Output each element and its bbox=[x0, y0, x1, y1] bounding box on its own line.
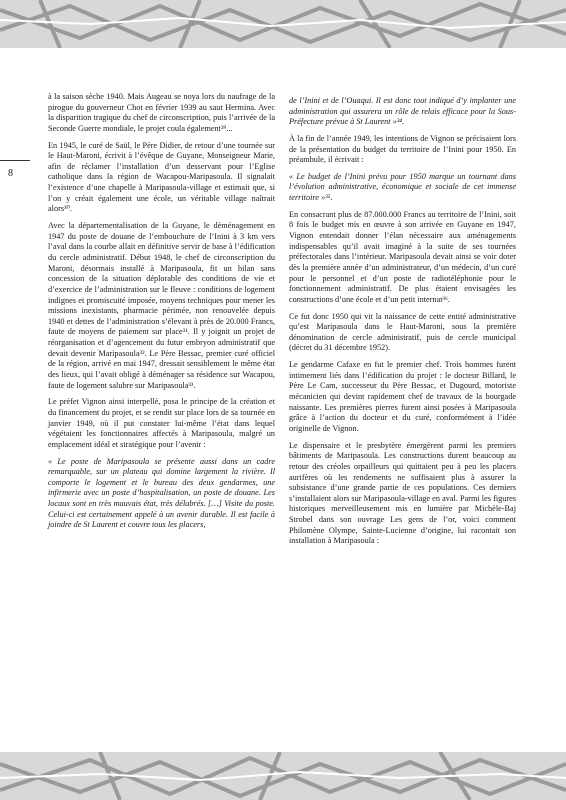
margin-rule bbox=[0, 160, 30, 161]
paragraph: Le gendarme Cafaxe en fut le premier chef. Trois hommes furent intimement liés dans l’édification du projet : le docteur Billard, le Père Le Cam, successeur du Père Bessac, et Dugourd, motoriste mécanicien qui devint rapidement chef de travaux de la bourgade naissante. Les premières pierres furent ainsi posées à Maripasoula grâce à l’action du docteur et du curé, conformément à l’idée originelle de Vignon. bbox=[289, 360, 516, 433]
block-quote: « Le poste de Maripasoula se présente aussi dans un cadre remarquable, sur un plateau qui domine largement la rivière. Il comporte le logement et le bureau des deux gendarmes, une infirmerie avec un poste d’hospitalisation, un poste de douane. Les locaux sont en très mauvais état, très délabrés. […] Visite du poste. Celui-ci est certainement appelé à un avenir durable. Il est facile à joindre de St Laurent et couvre tous les placers, bbox=[48, 456, 275, 530]
paragraph: Avec la départementalisation de la Guyane, le déménagement en 1947 du poste de douane de l’embouchure de l’Inini à 3 km vers l’aval dans la courbe allait en définitive servir de base à l’édification du cercle administratif. Début 1948, le chef de circonscription du Maroni, désormais installé à Maripasoula, fit un bilan sans concession de la situation déplorable des conditions de vie et d’exercice de l’administration sur le fleuve : conditions de logement indignes et promiscuité imposée, moyens techniques pour mener les missions inexistants, pharmacie périmée, non renouvelée depuis 1940 et dettes de l’administration s’élevant à près de 20.000 Francs, faute de moyens de paiement sur place³¹. Il y joignit un projet de réorganisation et d’agencement du futur embryon administratif que devait devenir Maripasoula³². Le Père Bessac, premier curé officiel de la région, arrivé en mai 1947, dressait sensiblement le même état des lieux, qui l’avait obligé à déménager sa résidence sur Wacapou, faute de logement salubre sur Maripasoula³³. bbox=[48, 221, 275, 390]
decorative-footer-band bbox=[0, 752, 566, 800]
paragraph: Le dispensaire et le presbytère émergèrent parmi les premiers bâtiments de Maripasoula. Les constructions durent beaucoup au retour des créoles orpailleurs qui quittaient peu à peu les placers aurifères où les rendements ne suffisaient plus à assurer la subsistance d’une grande partie de ces populations. Ces derniers s’installaient alors sur Maripasoula-village en aval. Parmi les figures historiques merveilleusement mis en lumière par Michèle-Baj Strobel dans son ouvrage Les gens de l’or, voici comment Philomène Olympe, Sainte-Lucienne d’origine, lui racontait son installation à Maripasoula : bbox=[289, 440, 516, 546]
block-quote-continued: de l’Inini et de l’Ouaqui. Il est donc tout indiqué d’y implanter une administration qui assurera un rôle de relais efficace pour la Sous-Préfecture prévue à St Laurent »³⁴. bbox=[289, 96, 516, 127]
paragraph: Ce fut donc 1950 qui vit la naissance de cette entité administrative qu’est Maripasoula dans le Haut-Maroni, sous la première dénomination de cercle administratif, puis de cercle municipal (décret du 31 décembre 1952). bbox=[289, 311, 516, 353]
paragraph: à la saison sèche 1940. Mais Augeau se noya lors du naufrage de la pirogue du gouverneur Chot en février 1939 au saut Hermina. Avec la disparition tragique du chef de circonscription, puis l’arrivée de la Seconde Guerre mondiale, le projet coula également²⁹... bbox=[48, 92, 275, 133]
right-column bbox=[289, 96, 516, 553]
paragraph: En 1945, le curé de Saül, le Père Didier, de retour d’une tournée sur le Haut-Maroni, écrivit à l’évêque de Guyane, Monseigneur Marie, afin de réclamer l’installation d’un desservant pour l’Eglise catholique dans la région de Wacapou-Maripasoula. Il signalait l’existence d’une chapelle à Maripasoula-village et estimait que, si l’on y créait également une école, un véritable village naîtrait alors³⁰. bbox=[48, 140, 275, 214]
block-quote: « Le budget de l’Inini prévu pour 1950 marque un tournant dans l’évolution administrative, économique et sociale de cet immense territoire »³⁵. bbox=[289, 171, 516, 203]
decorative-header-band bbox=[0, 0, 566, 48]
page-number: 8 bbox=[8, 168, 13, 179]
paragraph: À la fin de l’année 1949, les intentions de Vignon se précisaient lors de la présentation du budget du territoire de l’Inini pour 1950. En préambule, il écrivait : bbox=[289, 133, 516, 165]
paragraph: Le préfet Vignon ainsi interpellé, posa le principe de la création et du financement du projet, et se rendit sur place lors de sa tournée en janvier 1949, où il put constater lui-même l’état dans lequel végétaient les fonctionnaires affectés à Maripasoula, malgré un emplacement idéal et stratégique pour l’avenir : bbox=[48, 397, 275, 449]
paragraph: En consacrant plus de 87.000.000 Francs au territoire de l’Inini, soit 8 fois le budget mis en œuvre à son arrivée en Guyane en 1947, Vignon entendait donner l’élan nécessaire aux aménagements indispensables qu’il avait imaginé à la suite de ses tournées préfectorales dans l’intérieur. Maripasoula devait ainsi se voir doter dès la première année d’un administrateur, d’un médecin, d’un curé pour le personnel et d’un poste de radiotéléphonie pour le fonctionnement administratif. De plus étaient envisagées les constructions d’une école et d’un petit internat³⁶. bbox=[289, 209, 516, 304]
left-column bbox=[48, 92, 275, 537]
